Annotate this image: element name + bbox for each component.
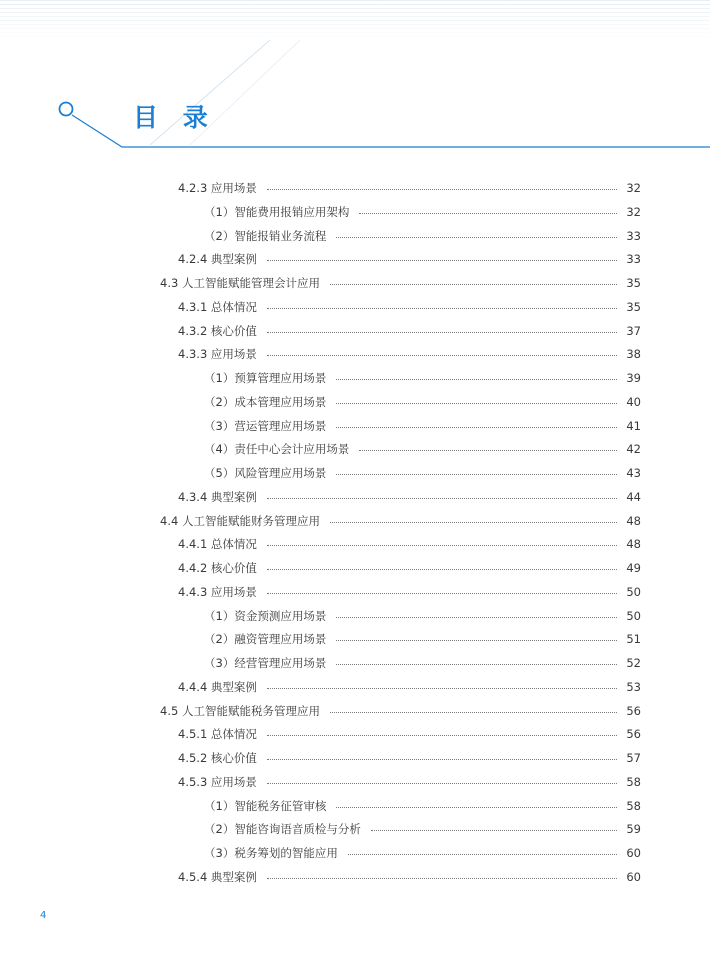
toc-entry-label: （2）成本管理应用场景 [204,394,327,409]
toc-entry[interactable] [178,178,641,198]
dot-leader [336,473,617,475]
dot-leader [267,307,617,309]
toc-entry-page: 57 [626,751,641,765]
toc-entry-label: （2）融资管理应用场景 [204,632,327,647]
dot-leader [359,212,617,214]
dot-leader [267,687,617,689]
toc-entry[interactable] [178,344,641,364]
toc-entry-page: 56 [626,703,641,718]
toc-entry-label: 4.5.2 核心价值 [178,751,257,765]
toc-entry-label: （1）预算管理应用场景 [204,371,327,385]
dot-leader [267,188,617,190]
toc-entry-page: 40 [626,394,641,409]
page-title: 目 录 [133,103,216,132]
toc-entry-page: 39 [626,371,641,385]
toc-entry-label: （1）资金预测应用场景 [204,608,327,623]
toc-entry[interactable] [204,202,641,222]
toc-entry-label: （1）智能费用报销应用架构 [204,204,350,219]
toc-entry-label: 4.4.2 核心价值 [178,561,257,575]
dot-leader [267,782,617,784]
toc-entry[interactable] [178,748,641,768]
toc-entry-page: 60 [626,846,641,860]
toc-entry[interactable] [178,867,641,887]
toc-entry[interactable] [204,368,641,388]
toc-entry-label: （3）营运管理应用场景 [204,418,327,433]
toc-entry-label: 4.5.3 应用场景 [178,774,257,789]
toc-entry[interactable] [178,321,641,341]
toc-entry[interactable] [160,701,641,721]
toc-entry-label: 4.2.3 应用场景 [178,181,257,195]
circle-icon [60,103,73,116]
toc-entry-page: 48 [626,537,641,552]
dot-leader [267,354,617,356]
page-number: 4 [40,910,47,921]
toc-entry-label: （1）智能税务征管审核 [204,798,327,813]
toc-entry[interactable] [204,843,641,863]
toc-entry[interactable] [178,582,641,602]
dot-leader [336,639,617,641]
toc-entry-page: 33 [626,228,641,243]
toc-entry-label: 4.5.4 典型案例 [178,869,257,884]
toc-entry-label: 4.5 人工智能赋能税务管理应用 [160,703,320,718]
title-decoration [0,0,710,160]
toc-entry-page: 50 [626,608,641,623]
toc-entry-label: 4.5.1 总体情况 [178,727,257,742]
dot-leader [267,568,617,570]
toc-entry-page: 59 [626,822,641,837]
toc-entry[interactable] [178,249,641,269]
toc-entry-page: 50 [626,584,641,599]
toc-entry-page: 35 [626,276,641,290]
toc-entry[interactable] [178,724,641,744]
toc-entry-page: 37 [626,323,641,338]
toc-entry[interactable] [204,463,641,483]
toc-entry[interactable] [160,273,641,293]
dot-leader [267,758,617,760]
toc-entry[interactable] [204,226,641,246]
dot-leader [371,829,617,831]
toc-entry-label: （3）经营管理应用场景 [204,656,327,670]
toc-entry-page: 32 [626,204,641,219]
toc-entry-page: 58 [626,798,641,813]
toc-entry-label: 4.4.1 总体情况 [178,537,257,552]
toc-entry-label: （2）智能报销业务流程 [204,228,327,243]
dot-leader [336,426,617,428]
toc-entry-label: 4.3.2 核心价值 [178,323,257,338]
toc-entry-label: 4.2.4 典型案例 [178,252,257,267]
toc-entry[interactable] [178,297,641,317]
dot-leader [348,853,617,855]
toc-entry-page: 52 [626,656,641,670]
toc-entry-label: 4.4.4 典型案例 [178,679,257,694]
toc-entry-label: （3）税务筹划的智能应用 [204,846,338,860]
dot-leader [336,663,617,665]
toc-entry[interactable] [178,558,641,578]
toc-entry[interactable] [204,392,641,412]
toc-entry[interactable] [204,819,641,839]
toc-entry-page: 44 [626,489,641,504]
toc-entry-label: 4.3.3 应用场景 [178,347,257,362]
toc-entry[interactable] [204,629,641,649]
toc-entry[interactable] [178,772,641,792]
toc-entry-page: 41 [626,418,641,433]
toc-entry-label: 4.3 人工智能赋能管理会计应用 [160,276,320,290]
dot-leader [336,806,617,808]
toc-entry-page: 43 [626,466,641,480]
toc-entry[interactable] [204,653,641,673]
dot-leader [267,877,617,879]
toc-entry-page: 49 [626,561,641,575]
dot-leader [330,283,617,285]
dot-leader [330,711,617,713]
toc-entry-page: 58 [626,774,641,789]
dot-leader [267,592,617,594]
toc-entry-label: 4.3.1 总体情况 [178,299,257,314]
dot-leader [267,497,617,499]
dot-leader [267,734,617,736]
toc-entry[interactable] [204,796,641,816]
toc-entry[interactable] [178,487,641,507]
toc-entry-page: 42 [626,442,641,457]
toc-entry-label: （2）智能咨询语音质检与分析 [204,822,361,837]
toc-entry-page: 48 [626,513,641,528]
toc-entry[interactable] [204,416,641,436]
toc-entry[interactable] [204,606,641,626]
toc-entry-page: 32 [626,181,641,195]
dot-leader [359,449,617,451]
toc-entry-page: 56 [626,727,641,742]
dot-leader [336,402,617,404]
toc-entry-label: （5）风险管理应用场景 [204,466,327,480]
dot-leader [330,521,617,523]
toc-entry-page: 38 [626,347,641,362]
toc-entry-page: 35 [626,299,641,314]
dot-leader [336,378,617,380]
toc-entry-label: （4）责任中心会计应用场景 [204,442,350,457]
toc-entry[interactable] [204,439,641,459]
toc-entry-page: 60 [626,869,641,884]
dot-leader [267,331,617,333]
toc-entry[interactable] [178,677,641,697]
toc-entry[interactable] [160,511,641,531]
toc-entry-label: 4.3.4 典型案例 [178,489,257,504]
toc-entry-page: 51 [626,632,641,647]
dot-leader [267,544,617,546]
toc-entry-page: 33 [626,252,641,267]
toc-entry[interactable] [178,534,641,554]
toc-entry-label: 4.4.3 应用场景 [178,584,257,599]
dot-leader [336,236,617,238]
dot-leader [267,259,617,261]
dot-leader [336,616,617,618]
toc-entry-page: 53 [626,679,641,694]
toc-entry-label: 4.4 人工智能赋能财务管理应用 [160,513,320,528]
